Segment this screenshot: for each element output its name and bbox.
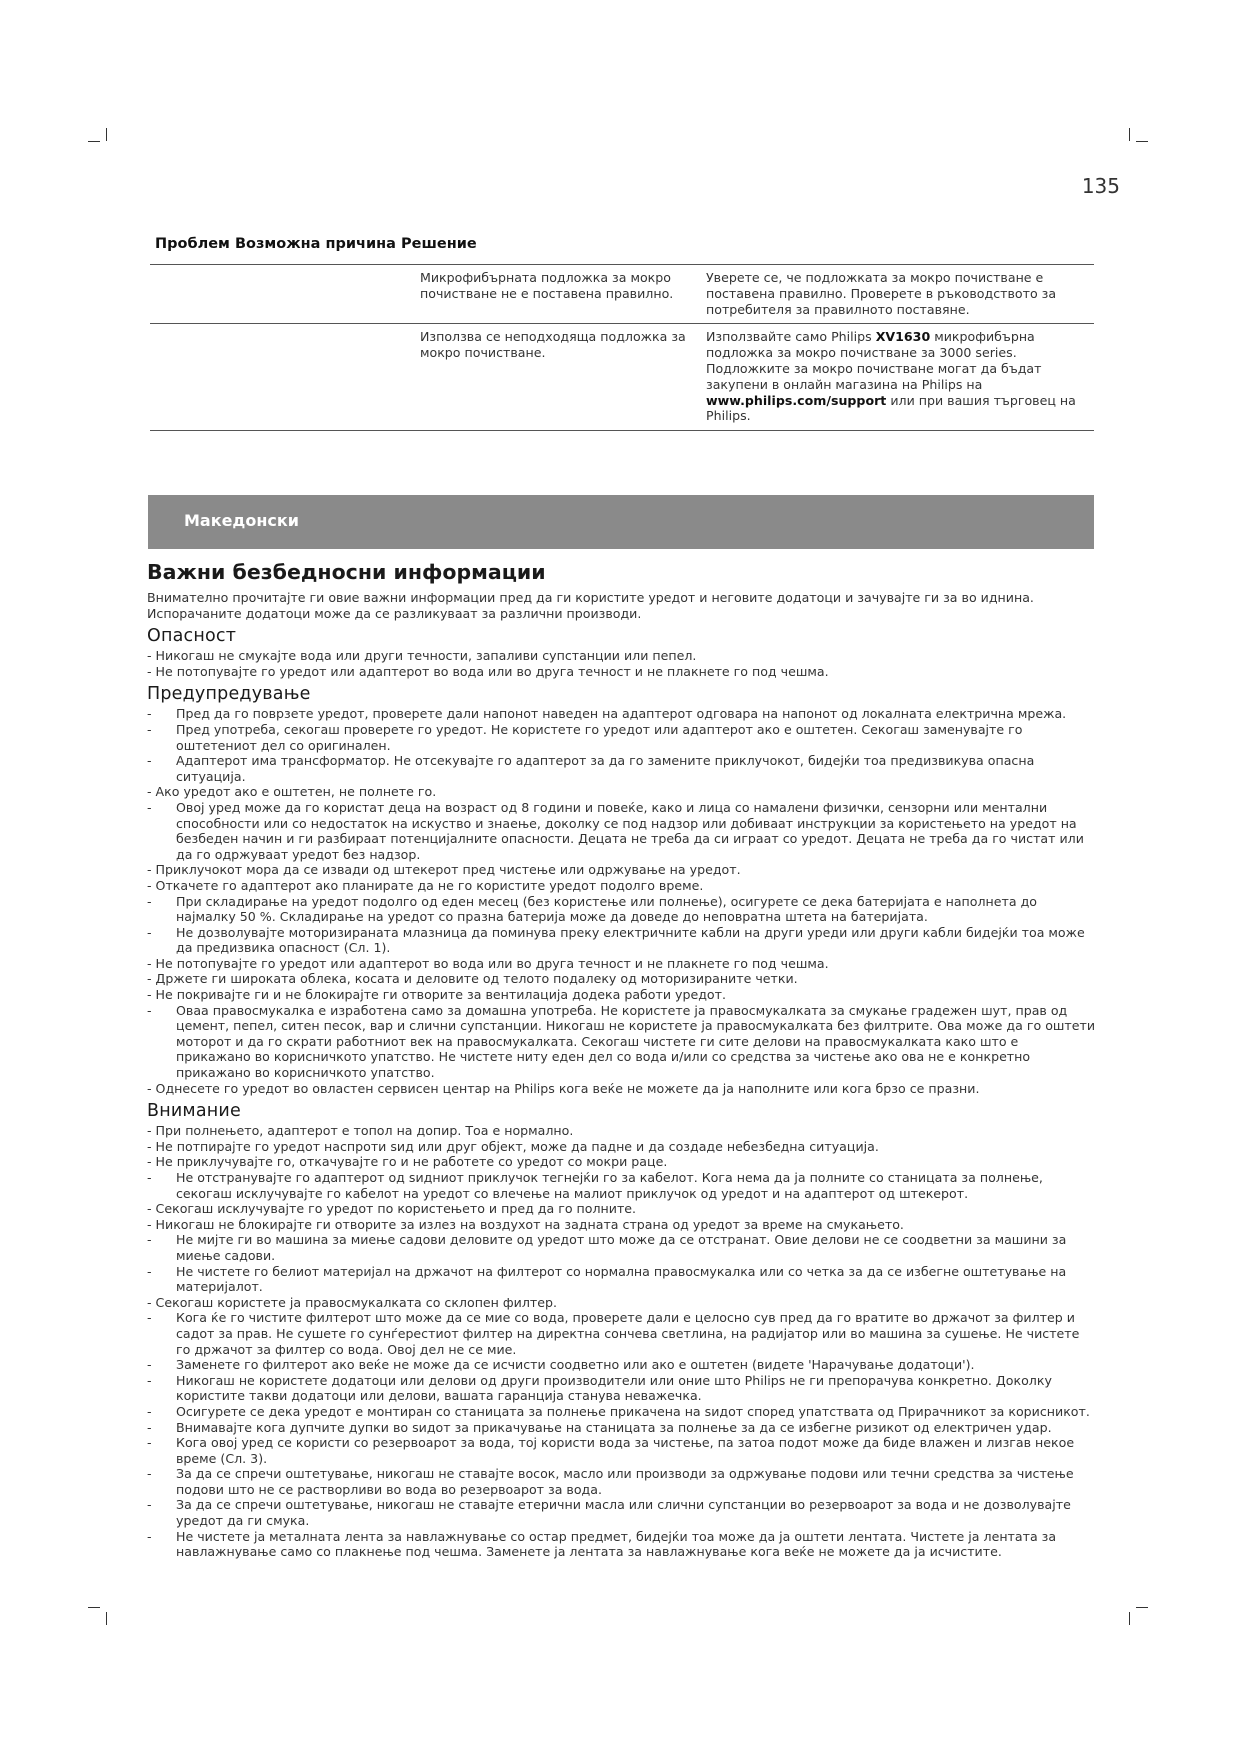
crop-mark bbox=[1129, 1612, 1130, 1625]
list-item bbox=[147, 1404, 1097, 1420]
list-item-text: Адаптерот има трансформатор. Не отсекувајте го адаптерот за да го замените приклучокот, бидејќи тоа предизвикува опасна ситуација. bbox=[176, 753, 1035, 784]
list-item bbox=[147, 1497, 1097, 1528]
list-item-text: Пред употреба, секогаш проверете го уредот. Не користете го уредот или адаптерот ако е оштетен. Секогаш заменувајте го оштетениот дел со оригинален. bbox=[176, 721, 1023, 753]
cause-cell: Използва се неподходяща подложка за мокро почистване. bbox=[420, 329, 686, 361]
list-item bbox=[147, 722, 1097, 753]
bullet-dash: - bbox=[147, 1310, 152, 1326]
bullet-dash: - bbox=[147, 1002, 152, 1018]
sections bbox=[147, 626, 1097, 1560]
list-item bbox=[147, 753, 1097, 784]
list-item: - Приклучокот мора да се извади од штекерот пред чистење или одржување на уредот. bbox=[147, 862, 741, 878]
bullet-dash: - bbox=[147, 1435, 152, 1451]
bullet-dash: - bbox=[147, 753, 152, 769]
list-item-text: Кога овој уред се користи со резервоарот за вода, тој користи вода за чистење, па затоа подот може да биде влажен и лизгав некое време (Сл. 3). bbox=[176, 1435, 1075, 1466]
list-item-text: За да се спречи оштетување, никогаш не ставајте восок, масло или производи за одржување подови или течни средства за чистење подови што не се растворливи во вода во резервоарот за вода. bbox=[176, 1466, 1074, 1497]
bullet-dash: - bbox=[147, 721, 152, 737]
troubleshooting-table bbox=[150, 264, 1094, 431]
crop-mark bbox=[106, 1612, 107, 1625]
problem-cell bbox=[150, 265, 420, 323]
list-item bbox=[147, 800, 1097, 862]
bullet-dash: - bbox=[147, 1528, 152, 1544]
list-item: - Секогаш користете ја правосмукалката со склопен филтер. bbox=[147, 1294, 557, 1310]
list-item: - Не потопувајте го уредот или адаптерот во вода или во друга течност и не плакнете го под чешма. bbox=[147, 955, 829, 971]
list-item: - Не потпирајте го уредот наспроти ѕид или друг објект, може да падне и да создаде небезбедна ситуација. bbox=[147, 1138, 879, 1154]
solution-text: Използвайте само Philips bbox=[706, 329, 876, 345]
list-item-text: Не мијте ги во машина за миење садови деловите од уредот што може да се отстранат. Овие делови не се соодветни за машини за миење садови. bbox=[176, 1232, 1067, 1263]
solution-text: или при вашия търговец на Philips. bbox=[706, 392, 1076, 424]
list-item bbox=[147, 1003, 1097, 1081]
solution-text: микрофибърна подложка за мокро почистване за 3000 series. Подложките за мокро почистване могат да бъдат закупени в онлайн магазина на Philips на bbox=[706, 329, 1042, 392]
bullet-dash: - bbox=[147, 1497, 152, 1513]
intro-line: Испорачаните додатоци може да се разликуваат за различни производи. bbox=[147, 605, 642, 621]
page-number: 135 bbox=[1081, 174, 1120, 198]
list-item bbox=[147, 1466, 1097, 1497]
list-item-text: Пред да го поврзете уредот, проверете дали напонот наведен на адаптерот одговара на напонот од локалната електрична мрежа. bbox=[176, 706, 1067, 722]
crop-mark bbox=[1136, 141, 1148, 142]
list-item: - При полнењето, адаптерот е топол на допир. Тоа е нормално. bbox=[147, 1123, 574, 1139]
list-item: - Никогаш не блокирајте ги отворите за излез на воздухот на задната страна од уредот за време на смукањето. bbox=[147, 1216, 904, 1232]
crop-mark bbox=[1129, 128, 1130, 141]
list-item-text: Оваа правосмукалка е изработена само за домашна употреба. Не користете ја правосмукалката за смукање градежен шут, прав од цемент, пепел, ситен песок, вар и слични супстанции. Никогаш не користете ја правосмукалката без филтрите. Ова може да го оштети моторот и да го скрати работниот век на правосмукалката. Секогаш чистете ги сите делови на правосмукалката како што е прикажано во корисничкото упатство. Не чистете ниту еден дел со вода и/или со средства за чистење ако ова не е конкретно прикажано во корисничкото упатство. bbox=[176, 1002, 1096, 1081]
solution-cell bbox=[706, 324, 1094, 430]
bullet-dash: - bbox=[147, 1372, 152, 1388]
list-item: - Не потопувајте го уредот или адаптерот во вода или во друга течност и не плакнете го под чешма. bbox=[147, 663, 829, 679]
list-item bbox=[147, 1529, 1097, 1560]
bullet-dash: - bbox=[147, 1403, 152, 1419]
subsection-heading: Предупредување bbox=[147, 684, 311, 705]
language-banner bbox=[148, 495, 1094, 549]
list-item bbox=[147, 1232, 1097, 1263]
problem-cell bbox=[150, 324, 420, 430]
list-item: - Не приклучувајте го, откачувајте го и не работете со уредот со мокри раце. bbox=[147, 1154, 668, 1170]
bullet-dash: - bbox=[147, 1232, 152, 1248]
list-item-text: Не чистете ја металната лента за навлажнување со остар предмет, бидејќи тоа може да ја оштети лентата. Чистете ја лентата за навлажнување само со плакнење под чешма. Заменете ја лентата за навлажнување кога веќе не можете да ја исчистите. bbox=[176, 1528, 1057, 1560]
bullet-dash: - bbox=[147, 1263, 152, 1279]
bullet-dash: - bbox=[147, 924, 152, 940]
support-url: www.philips.com/support bbox=[706, 392, 887, 408]
list-item-text: Не отстранувајте го адаптерот од ѕидниот приклучок тегнејќи го за кабелот. Кога нема да ја полните со станицата за полнење, секогаш исклучувајте го кабелот на уредот со влечење на малиот приклучок од уредот и на адаптерот од штекерот. bbox=[176, 1170, 1043, 1201]
cause-cell: Микрофибърната подложка за мокро почистване не е поставена правилно. bbox=[420, 270, 674, 301]
list-item bbox=[147, 925, 1097, 956]
bullet-dash: - bbox=[147, 1357, 152, 1373]
list-item: - Никогаш не смукајте вода или други течности, запаливи супстанции или пепел. bbox=[147, 648, 697, 664]
section-title: Важни безбедносни информации bbox=[147, 560, 546, 584]
intro-line: Внимателно прочитајте ги овие важни информации пред да ги користите уредот и неговите додатоци и зачувајте ги за во иднина. bbox=[147, 590, 1034, 605]
safety-content bbox=[147, 558, 1097, 1560]
list-item: - Откачете го адаптерот ако планирате да не го користите уредот подолго време. bbox=[147, 877, 704, 893]
product-code: XV1630 bbox=[875, 329, 931, 345]
list-item bbox=[147, 1264, 1097, 1295]
list-item: - Не покривајте ги и не блокирајте ги отворите за вентилација додека работи уредот. bbox=[147, 987, 726, 1003]
list-item: - Однесете го уредот во овластен сервисен центар на Philips кога веќе не можете да ја наполните или кога брзо се празни. bbox=[147, 1080, 980, 1096]
list-item bbox=[147, 1310, 1097, 1357]
list-item-text: Осигурете се дека уредот е монтиран со станицата за полнење прикачена на ѕидот според упатствата од Прирачникот за корисникот. bbox=[176, 1403, 1090, 1419]
list-item-text: Никогаш не користете додатоци или делови од други производители или оние што Philips не ги препорачува конкретно. Доколку користите такви додатоци или делови, вашата гаранција станува неважечка. bbox=[176, 1372, 1052, 1404]
crop-mark bbox=[1136, 1607, 1148, 1608]
crop-mark bbox=[88, 141, 100, 142]
language-label: Македонски bbox=[184, 511, 299, 530]
list-item-text: Овој уред може да го користат деца на возраст од 8 години и повеќе, како и лица со намалени физички, сензорни или ментални способности или со недостаток на искуство и знаење, доколку се под надзор или добиваат инструкции за користењето на уредот на безбеден начин и ги разбираат потенцијалните опасности. Децата не треба да си играат со уредот. Децата не треба да го чистат или да го одржуваат уредот без надзор. bbox=[176, 799, 1084, 862]
list-item bbox=[147, 1435, 1097, 1466]
list-item: - Држете ги широката облека, косата и деловите од телото подалеку од моторизираните четки. bbox=[147, 971, 798, 987]
list-item-text: Внимавајте кога дупчите дупки во ѕидот за прикачување на станицата за полнење за да се избегне ризикот од електричен удар. bbox=[176, 1419, 1052, 1435]
list-item-text: За да се спречи оштетување, никогаш не ставајте етерични масла или слични супстанции во резервоарот за вода и не дозволувајте уредот да ги смука. bbox=[176, 1497, 1071, 1529]
list-item bbox=[147, 706, 1097, 722]
bullet-dash: - bbox=[147, 1170, 152, 1185]
bullet-dash: - bbox=[147, 1419, 152, 1435]
table-row bbox=[150, 324, 1094, 431]
list-item-text: Не дозволувајте моторизираната млазница да поминува преку електричните кабли на други уреди или други кабли бидејќи тоа може да предизвика опасност (Сл. 1). bbox=[176, 924, 1085, 956]
bullet-dash: - bbox=[147, 706, 152, 722]
table-row bbox=[150, 265, 1094, 324]
crop-mark bbox=[106, 128, 107, 141]
list-item bbox=[147, 1420, 1097, 1436]
list-item-text: Кога ќе го чистите филтерот што може да се мие со вода, проверете дали е целосно сув пред да го вратите во држачот за филтер и садот за прав. Не сушете го сунѓерестиот филтер на директна сончева светлина, на радијатор или во машина за сушење. Не чистете го држачот за филтер со вода. Овој дел не се мие. bbox=[176, 1310, 1080, 1357]
list-item-text: Заменете го филтерот ако веќе не може да се исчисти соодветно или ако е оштетен (видете 'Нарачување додатоци'). bbox=[176, 1357, 975, 1373]
list-item bbox=[147, 1373, 1097, 1404]
table-header: Проблем Возможна причина Решение bbox=[155, 236, 477, 252]
list-item-text: Не чистете го белиот материјал на држачот на филтерот со нормална правосмукалка или со четка за да се избегне оштетување на материјалот. bbox=[176, 1263, 1067, 1295]
solution-cell: Уверете се, че подложката за мокро почистване е поставена правилно. Проверете в ръководството за потребителя за правилното поставяне. bbox=[706, 270, 1057, 317]
list-item-text: При складирање на уредот подолго од еден месец (без користење или полнење), осигурете се дека батеријата е наполнета до најмалку 50 %. Складирање на уредот со празна батерија може да доведе до неповратна штета на батеријата. bbox=[176, 893, 1037, 925]
subsection-heading: Внимание bbox=[147, 1101, 241, 1122]
list-item bbox=[147, 1170, 1097, 1201]
list-item bbox=[147, 1357, 1097, 1373]
bullet-dash: - bbox=[147, 893, 152, 909]
crop-mark bbox=[88, 1607, 100, 1608]
list-item bbox=[147, 894, 1097, 925]
list-item: - Секогаш исклучувајте го уредот по користењето и пред да го полните. bbox=[147, 1201, 637, 1217]
subsection-heading: Опасност bbox=[147, 626, 237, 647]
list-item: - Ако уредот ако е оштетен, не полнете го. bbox=[147, 784, 437, 800]
bullet-dash: - bbox=[147, 1466, 152, 1482]
bullet-dash: - bbox=[147, 799, 152, 815]
